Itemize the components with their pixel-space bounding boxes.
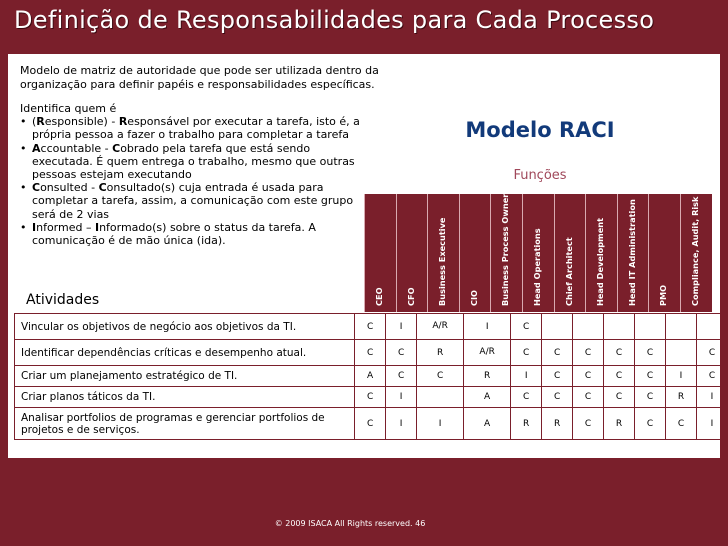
raci-cell bbox=[666, 340, 697, 366]
function-header bbox=[585, 194, 617, 312]
function-header bbox=[522, 194, 554, 312]
function-header-label: Business Process Owner bbox=[500, 193, 511, 306]
raci-cell: C bbox=[635, 387, 666, 408]
raci-bullet bbox=[20, 142, 365, 182]
raci-cell bbox=[696, 314, 727, 340]
function-header bbox=[617, 194, 649, 312]
raci-cell: C bbox=[573, 366, 604, 387]
bullet-text-part: R bbox=[118, 115, 128, 129]
bullet-text-part: nformado(s) sobre o status da tarefa. A comunicação é de mão única (ida). bbox=[32, 220, 316, 248]
bullet-text-part: I bbox=[94, 220, 100, 234]
table-row bbox=[15, 366, 728, 387]
raci-cell: I bbox=[666, 366, 697, 387]
function-header-label: CEO bbox=[374, 287, 384, 306]
raci-cell: I bbox=[696, 387, 727, 408]
raci-cell: C bbox=[604, 340, 635, 366]
bullet-text-part: C bbox=[32, 181, 41, 195]
function-header bbox=[680, 135, 712, 312]
bullet-text-part: ccountable - bbox=[40, 141, 113, 155]
raci-cell: I bbox=[464, 314, 511, 340]
raci-cell: C bbox=[542, 387, 573, 408]
function-header-label: Compliance, Audit, Risk and Security bbox=[690, 135, 700, 306]
bullet-text-part: R bbox=[36, 115, 45, 129]
function-header bbox=[364, 194, 396, 312]
raci-cell: C bbox=[666, 408, 697, 440]
function-header bbox=[648, 194, 680, 312]
bullet-text-part: C bbox=[98, 181, 107, 195]
raci-cell: A bbox=[355, 366, 386, 387]
activities-label: Atividades bbox=[26, 292, 100, 308]
table-row bbox=[15, 340, 728, 366]
raci-cell: A bbox=[464, 387, 511, 408]
raci-cell: R bbox=[666, 387, 697, 408]
bullet-text-part: onsultado(s) cuja entrada é usada para completar a tarefa, assim, a comunicação com este grupo será de 2 vias bbox=[32, 181, 354, 221]
raci-cell: C bbox=[635, 340, 666, 366]
raci-cell: C bbox=[542, 340, 573, 366]
raci-cell: R bbox=[542, 408, 573, 440]
function-header-label: CFO bbox=[405, 287, 416, 306]
bullet-text-part: esponsável por executar a tarefa, isto é, a própria pessoa a fazer o trabalho para completar a tarefa bbox=[32, 115, 360, 142]
raci-cell: A/R bbox=[417, 314, 464, 340]
activity-cell: Analisar portfolios de programas e gerenciar portfolios de projetos e de serviços. bbox=[15, 408, 355, 440]
bullet-text-part: A bbox=[32, 141, 41, 155]
raci-cell: I bbox=[511, 366, 542, 387]
footer-copyright: © 2009 ISACA All Rights reserved. 46 bbox=[274, 519, 426, 528]
raci-cell bbox=[542, 314, 573, 340]
raci-cell bbox=[417, 387, 464, 408]
function-header-label: Head Operations bbox=[532, 228, 542, 306]
raci-cell: C bbox=[355, 387, 386, 408]
identifica-label: Identifica quem é bbox=[20, 102, 117, 115]
function-header-label: Head IT Administration bbox=[626, 199, 637, 306]
raci-cell: I bbox=[386, 408, 417, 440]
raci-matrix bbox=[14, 313, 728, 440]
function-header-label: Business Executive bbox=[437, 217, 448, 306]
raci-cell bbox=[573, 314, 604, 340]
table-row bbox=[15, 314, 728, 340]
raci-bullet bbox=[20, 221, 365, 247]
bullet-text-part: onsulted - bbox=[40, 181, 99, 195]
raci-cell: C bbox=[573, 387, 604, 408]
table-row bbox=[15, 408, 728, 440]
raci-cell: C bbox=[696, 366, 727, 387]
raci-bullet-list bbox=[20, 115, 365, 247]
function-header bbox=[427, 194, 459, 312]
raci-cell bbox=[666, 314, 697, 340]
raci-cell bbox=[635, 314, 666, 340]
raci-cell: C bbox=[386, 366, 417, 387]
raci-cell: R bbox=[511, 408, 542, 440]
raci-cell: R bbox=[464, 366, 511, 387]
raci-cell: C bbox=[417, 366, 464, 387]
raci-model-title: Modelo RACI bbox=[465, 118, 615, 142]
raci-cell: C bbox=[511, 340, 542, 366]
function-header-label: Head Development bbox=[595, 218, 606, 306]
function-header bbox=[490, 194, 522, 312]
raci-cell: C bbox=[696, 340, 727, 366]
raci-definitions bbox=[20, 102, 365, 247]
raci-cell: C bbox=[511, 387, 542, 408]
intro-text: Modelo de matriz de autoridade que pode ser utilizada dentro da organização para definir papéis e responsabilidades específicas. bbox=[20, 64, 379, 91]
activity-cell: Criar um planejamento estratégico de TI. bbox=[15, 366, 355, 387]
raci-cell: I bbox=[417, 408, 464, 440]
function-header-label: PMO bbox=[658, 284, 669, 306]
raci-bullet bbox=[20, 181, 365, 221]
raci-cell: C bbox=[355, 340, 386, 366]
bullet-text-part: I bbox=[32, 220, 37, 234]
function-header-label: Chief Architect bbox=[563, 237, 574, 306]
bullet-text-part: C bbox=[112, 141, 121, 155]
function-header bbox=[554, 194, 586, 312]
raci-cell: A/R bbox=[464, 340, 511, 366]
function-header bbox=[396, 194, 428, 312]
raci-cell: I bbox=[696, 408, 727, 440]
raci-bullet bbox=[20, 115, 365, 141]
raci-cell: C bbox=[573, 408, 604, 440]
raci-cell: C bbox=[386, 340, 417, 366]
raci-cell: C bbox=[511, 314, 542, 340]
functions-label: Funções bbox=[513, 168, 567, 183]
raci-cell: C bbox=[355, 314, 386, 340]
raci-cell bbox=[604, 314, 635, 340]
activity-cell: Vincular os objetivos de negócio aos objetivos da TI. bbox=[15, 314, 355, 340]
raci-cell: C bbox=[542, 366, 573, 387]
raci-cell: C bbox=[604, 387, 635, 408]
raci-cell: R bbox=[417, 340, 464, 366]
raci-cell: C bbox=[635, 366, 666, 387]
function-header-label: CIO bbox=[468, 289, 479, 306]
slide-title: Definição de Responsabilidades para Cada Processo bbox=[14, 6, 655, 34]
raci-cell: R bbox=[604, 408, 635, 440]
raci-cell: I bbox=[386, 387, 417, 408]
bullet-text-part: obrado pela tarefa que está sendo executada. É quem entrega o trabalho, mesmo que outras pessoas estejam executando bbox=[32, 141, 355, 182]
raci-cell: C bbox=[355, 408, 386, 440]
bullet-text-part: nformed – bbox=[36, 220, 95, 234]
table-row bbox=[15, 387, 728, 408]
raci-cell: C bbox=[573, 340, 604, 366]
bullet-text-part: ( bbox=[32, 115, 37, 129]
bullet-text-part: esponsible) - bbox=[44, 115, 119, 129]
raci-cell: A bbox=[464, 408, 511, 440]
raci-cell: I bbox=[386, 314, 417, 340]
raci-cell: C bbox=[604, 366, 635, 387]
activity-cell: Criar planos táticos da TI. bbox=[15, 387, 355, 408]
activity-cell: Identificar dependências críticas e desempenho atual. bbox=[15, 340, 355, 366]
raci-cell: C bbox=[635, 408, 666, 440]
function-header bbox=[459, 194, 491, 312]
